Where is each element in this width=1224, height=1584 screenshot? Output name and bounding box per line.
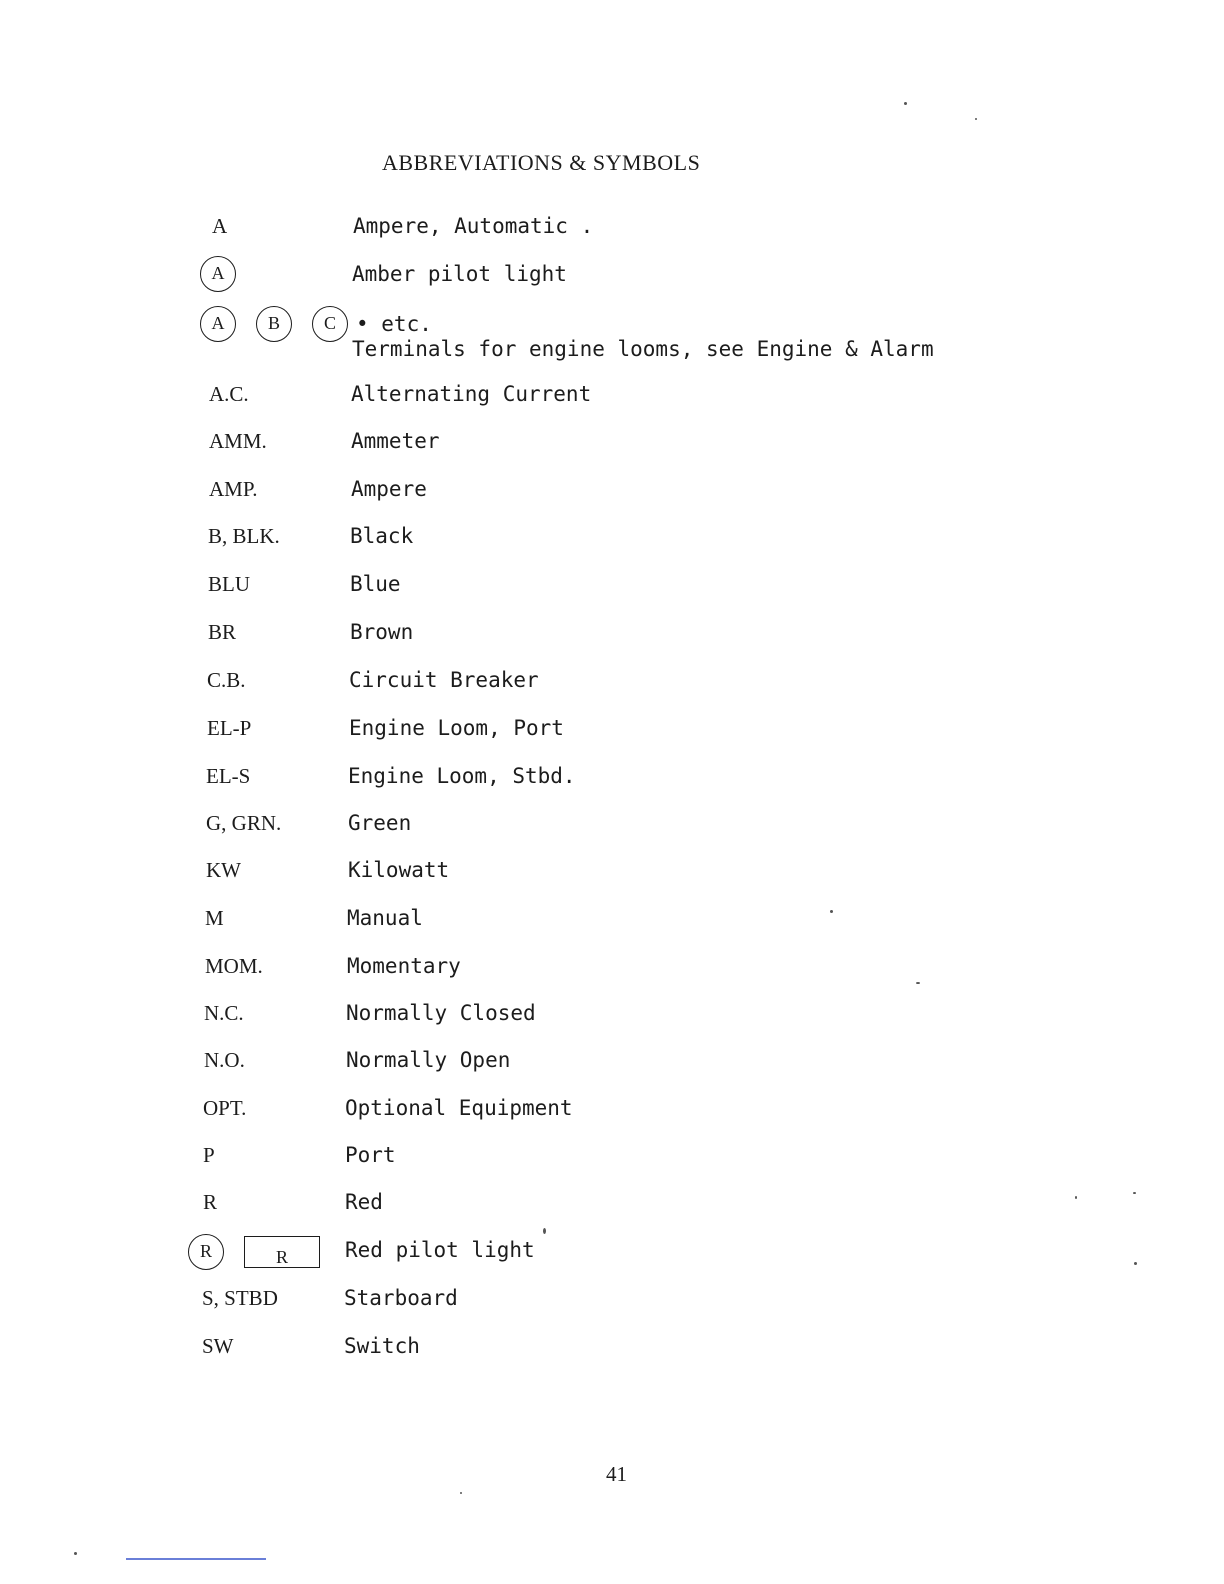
scan-speck	[904, 102, 907, 105]
list-item	[0, 477, 1224, 517]
abbreviation: EL-P	[207, 716, 252, 740]
abbreviation: MOM.	[205, 954, 263, 978]
scan-speck	[1075, 1196, 1077, 1199]
abbreviation: N.O.	[204, 1048, 245, 1072]
circled-symbol: R	[188, 1234, 224, 1270]
abbreviation: A	[212, 214, 228, 238]
definition: Red	[345, 1190, 383, 1214]
definition: Manual	[347, 906, 423, 930]
abbreviation: M	[205, 906, 224, 930]
abbreviation: EL-S	[206, 764, 251, 788]
list-item	[0, 572, 1224, 612]
list-item	[0, 716, 1224, 756]
definition: Switch	[344, 1334, 420, 1358]
page-title: ABBREVIATIONS & SYMBOLS	[382, 150, 701, 175]
abbreviation: BR	[208, 620, 237, 644]
definition: Starboard	[344, 1286, 458, 1310]
definition: Black	[350, 524, 414, 548]
circled-symbol: C	[312, 306, 348, 342]
scan-speck	[916, 982, 920, 984]
list-item	[0, 954, 1224, 994]
abbreviation: C.B.	[207, 668, 246, 692]
abbreviation: P	[203, 1143, 215, 1167]
definition: Normally Closed	[346, 1001, 536, 1025]
definition: Engine Loom, Port	[349, 716, 564, 740]
abbreviation: A.C.	[209, 382, 249, 406]
circled-symbol: B	[256, 306, 292, 342]
definition: Amber pilot light	[352, 262, 567, 286]
definition: Alternating Current	[351, 382, 592, 406]
scan-speck	[830, 910, 833, 913]
scan-speck	[1133, 1192, 1136, 1194]
list-item	[0, 1143, 1224, 1183]
circled-symbol: A	[200, 306, 236, 342]
list-item	[0, 1334, 1224, 1374]
list-item	[0, 214, 1224, 254]
list-item	[0, 262, 1224, 302]
definition: Port	[345, 1143, 396, 1167]
definition: Ampere, Automatic .	[353, 214, 594, 238]
definition: Blue	[350, 572, 401, 596]
list-item	[0, 1238, 1224, 1278]
abbreviation: AMP.	[209, 477, 258, 501]
list-item	[0, 1096, 1224, 1136]
definition: Red pilot light	[345, 1238, 535, 1262]
list-item	[0, 1190, 1224, 1230]
definition-line-2: Terminals for engine looms, see Engine & Alarm	[352, 337, 934, 361]
definition: Green	[348, 811, 412, 835]
scan-speck	[543, 1228, 546, 1234]
list-item	[0, 524, 1224, 564]
definition: Normally Open	[346, 1048, 511, 1072]
definition: Engine Loom, Stbd.	[348, 764, 576, 788]
circled-symbol: A	[200, 256, 236, 292]
abbreviation: AMM.	[209, 429, 267, 453]
abbreviation: R	[203, 1190, 218, 1214]
abbreviation: G, GRN.	[206, 811, 282, 835]
definition: Brown	[350, 620, 414, 644]
scan-line	[126, 1558, 266, 1560]
definition: Ammeter	[351, 429, 440, 453]
list-item	[0, 310, 1224, 370]
scan-speck	[74, 1552, 77, 1555]
list-item	[0, 668, 1224, 708]
definition: • etc.	[356, 312, 432, 336]
definition: Optional Equipment	[345, 1096, 573, 1120]
list-item	[0, 764, 1224, 804]
definition: Kilowatt	[348, 858, 450, 882]
abbreviation: OPT.	[203, 1096, 247, 1120]
list-item	[0, 858, 1224, 898]
list-item	[0, 429, 1224, 469]
abbreviation: S, STBD	[202, 1286, 278, 1310]
list-item	[0, 811, 1224, 851]
page-number: 41	[606, 1462, 627, 1486]
scan-speck	[460, 1492, 462, 1494]
boxed-symbol: R	[244, 1236, 320, 1268]
abbreviation: BLU	[208, 572, 250, 596]
list-item	[0, 382, 1224, 422]
abbreviation: B, BLK.	[208, 524, 280, 548]
definition: Circuit Breaker	[349, 668, 539, 692]
list-item	[0, 906, 1224, 946]
list-item	[0, 620, 1224, 660]
list-item	[0, 1048, 1224, 1088]
abbreviation: N.C.	[204, 1001, 244, 1025]
list-item	[0, 1286, 1224, 1326]
scan-speck	[1134, 1262, 1137, 1265]
list-item	[0, 1001, 1224, 1041]
abbreviation: SW	[202, 1334, 234, 1358]
scan-speck	[975, 118, 977, 120]
definition: Ampere	[351, 477, 427, 501]
abbreviation: KW	[206, 858, 241, 882]
definition: Momentary	[347, 954, 461, 978]
